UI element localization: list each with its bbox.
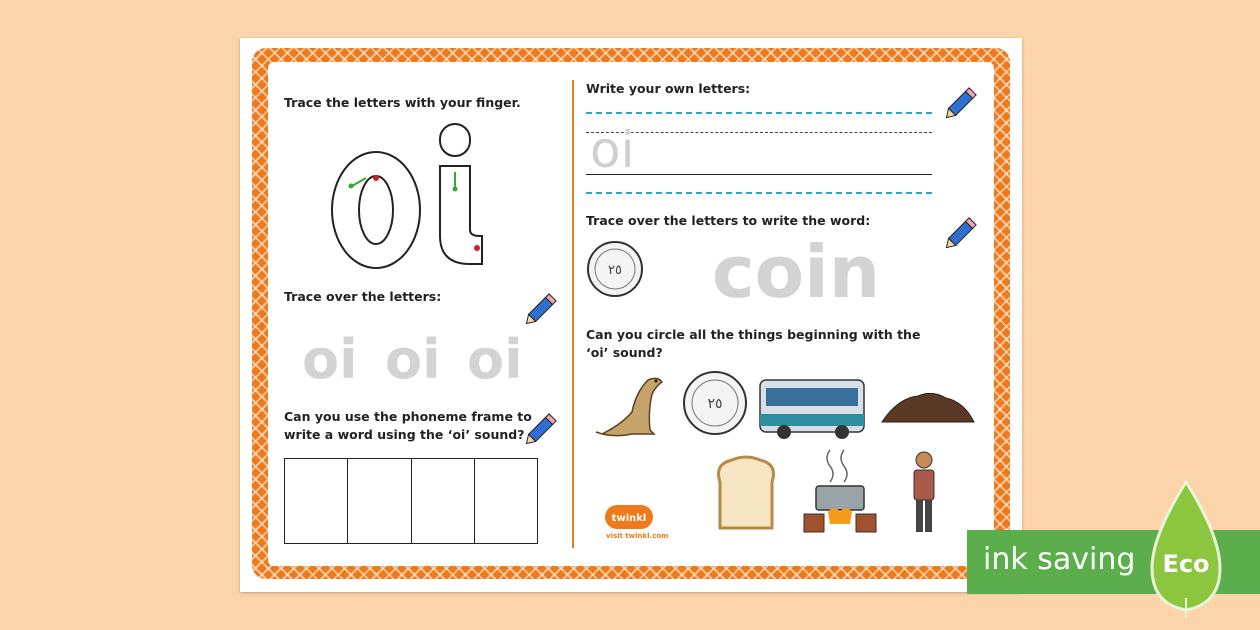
circle-label-line-2: ‘oi’ sound?	[586, 345, 663, 360]
soil-picture[interactable]	[880, 388, 976, 426]
phoneme-frame[interactable]	[284, 458, 538, 544]
trace-oi-1: oi	[302, 328, 358, 391]
twinkl-logo-text: twinkl	[611, 513, 647, 524]
guide-line-top	[586, 112, 932, 114]
pencil-icon	[942, 212, 982, 252]
column-divider	[572, 80, 574, 548]
eco-leaf-icon	[1146, 480, 1226, 622]
phoneme-label-line-2: write a word using the ‘oi’ sound?	[284, 427, 525, 442]
pencil-icon	[522, 288, 562, 328]
phoneme-label-line-1: Can you use the phoneme frame to	[284, 409, 532, 424]
start-dot-o	[373, 175, 379, 181]
trace-oi-2: oi	[385, 328, 441, 391]
end-dot-i	[474, 245, 480, 251]
write-own-label: Write your own letters:	[586, 81, 751, 96]
bus-picture[interactable]	[756, 374, 870, 442]
trace-word-coin: coin	[712, 230, 881, 314]
letter-o-outline	[332, 152, 420, 268]
pencil-icon	[942, 82, 982, 122]
guide-line-mid	[586, 132, 932, 133]
boil-picture[interactable]	[800, 448, 880, 536]
boy-picture[interactable]	[906, 450, 942, 536]
coin-icon	[586, 240, 644, 298]
trace-finger-label: Trace the letters with your finger.	[284, 95, 521, 110]
phoneme-box[interactable]	[412, 459, 475, 543]
trace-word-label: Trace over the letters to write the word:	[586, 213, 871, 228]
coin-picture[interactable]	[682, 370, 748, 436]
phoneme-box[interactable]	[285, 459, 348, 543]
bread-picture[interactable]	[712, 454, 780, 532]
trace-oi-3: oi	[467, 328, 523, 391]
letter-i-outline	[440, 124, 482, 264]
guide-line-bottom	[586, 192, 932, 194]
svg-text:٢٥: ٢٥	[707, 396, 723, 412]
visit-link[interactable]: visit twinkl.com	[606, 532, 669, 540]
big-letters-oi	[320, 118, 500, 278]
circle-label-line-1: Can you circle all the things beginning with the	[586, 327, 921, 342]
example-oi: oi	[590, 121, 635, 179]
lizard-picture[interactable]	[592, 372, 674, 442]
pencil-icon	[522, 408, 562, 448]
eco-label: Eco	[1162, 550, 1210, 578]
svg-text:٢٥: ٢٥	[608, 263, 622, 278]
guide-line-base	[586, 174, 932, 175]
ink-saving-label: ink saving	[983, 542, 1136, 577]
phoneme-box[interactable]	[348, 459, 411, 543]
phoneme-box[interactable]	[475, 459, 537, 543]
trace-over-label: Trace over the letters:	[284, 289, 442, 304]
twinkl-logo-icon	[605, 505, 653, 531]
